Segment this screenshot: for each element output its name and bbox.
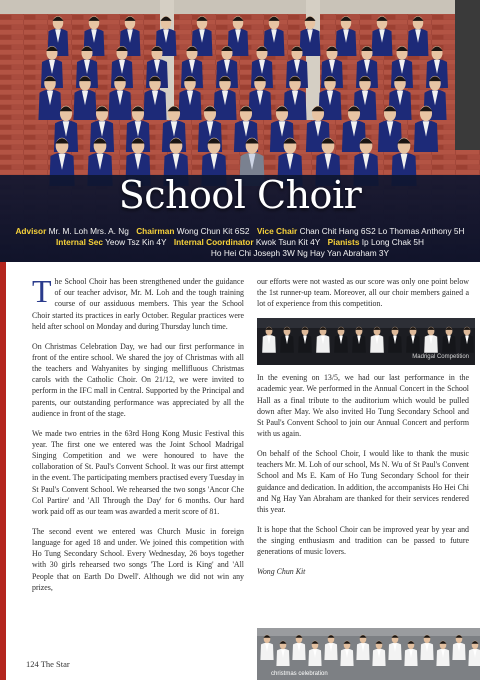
credit-names-chairman: Wong Chun Kit 6S2 [176, 226, 250, 236]
article-paragraph-1-text: he School Choir has been strengthened under the guidance of our teacher advisor, Mr. M. Loh and the tough training course of our assiduous members. This year the School Choir started its practices in early October. Regular practices were held after school on Monday and during Thursday lunch time. [32, 277, 244, 331]
madrigal-photo-caption: Madrigal Competition [412, 354, 469, 360]
article-paragraph-6: In the evening on 13/5, we had our last performance in the academic year. We performed in the Annual Concert in the School Hall as a final tribute to the auditorium which would be pulled down after May. We also invited Ho Tung Secondary School and St Paul's Convent School to join our Annual Concert and perform with us again. [257, 373, 469, 439]
article-signature: Wong Chun Kit [257, 567, 306, 577]
page-title: School Choir [118, 173, 362, 217]
accent-red-bar [0, 262, 6, 680]
credit-role-chairman: Chairman [136, 226, 175, 236]
article-paragraph-8: It is hope that the School Choir can be improved year by year and the singing enthusiasm and tradition can be passed to future generations of music lovers. [257, 524, 469, 557]
credit-names-pianists: Ip Long Chak 5H [361, 237, 425, 247]
article-paragraph-7: On behalf of the School Choir, I would like to thank the music teachers Mr. M. Loh of our school, Ms N. Wu of St Paul's Convent School and Ms E. Kam of Ho Tung Secondary School for their guidance and dedication. In addition, the accompanists Ho Hei Chi and Ng Hay Yan Abraham are thanked for their services rendered this year. [257, 449, 469, 515]
credits-line-3 [6, 248, 474, 260]
page-footer: 124 The Star [26, 659, 70, 669]
christmas-photo-caption: christmas celebration [271, 671, 328, 677]
article-paragraph-1 [32, 273, 244, 332]
credit-names-internal-sec: Yeow Tsz Kin 4Y [105, 237, 167, 247]
credit-names-vice-chair: Chan Chit Hang 6S2 Lo Thomas Anthony 5H [299, 226, 465, 236]
credits-line-2 [6, 237, 474, 249]
credits-line-1 [6, 226, 474, 238]
article-paragraph-2: On Christmas Celebration Day, we had our first performance in front of the entire school. We shared the joy of Christmas with all the teachers and Wahyanites by singing mellifluous Christmas carols with the Catholic Choir. On 21/12, we were invited to perform in the IFC mall in Central. Supported by the Principal and parents, our outstanding performance was appreciated by all the audience in front of the stage. [32, 341, 244, 418]
credit-role-internal-sec: Internal Sec [55, 237, 103, 247]
christmas-celebration-photo [257, 628, 480, 680]
credit-role-vice-chair: Vice Chair [256, 226, 298, 236]
credit-role-internal-coordinator: Internal Coordinator [173, 237, 254, 247]
article-column-2 [257, 276, 469, 586]
credit-names-advisor: Mr. M. Loh Mrs. A. Ng [48, 226, 129, 236]
madrigal-competition-photo [257, 318, 475, 365]
article-paragraph-4: The second event we entered was Church Music in foreign language for aged 18 and under. We joined this competition with Ho Tung Secondary School. Every Wednesday, 26 boys together with 30 girls rehearsed two songs 'The Lord is King' and 'All People that on Earth Do Dwell'. Although we did not win any prizes, [32, 526, 244, 592]
credit-role-pianists: Pianists [327, 237, 360, 247]
article-paragraph-5: our efforts were not wasted as our score was only one point below the 1st runner-up team. Moreover, all our choir members gained a lot of experience from this competition. [257, 277, 469, 309]
drop-cap: T [32, 273, 52, 309]
article-column-1 [32, 273, 244, 602]
credit-names-pianists-cont: Ho Hei Chi Joseph 3W Ng Hay Yan Abraham 3Y [210, 248, 390, 258]
article-paragraph-3: We made two entries in the 63rd Hong Kong Music Festival this year. The first one we entered was the Joint School Madrigal Singing Competition and we were honoured to have the collaboration of St. Paul's Convent School. It was our first attempt in the event. The participating members practised every Tuesday in St Paul's Convent School. We rehearsed the two songs 'Ancor Che Col Partire' and 'All Through the Day' for 6 months. Our hard work paid off as our team was awarded a merit score of 81. [32, 428, 244, 517]
credit-names-internal-coordinator: Kwok Tsun Kit 4Y [255, 237, 321, 247]
credit-role-advisor: Advisor [15, 226, 47, 236]
